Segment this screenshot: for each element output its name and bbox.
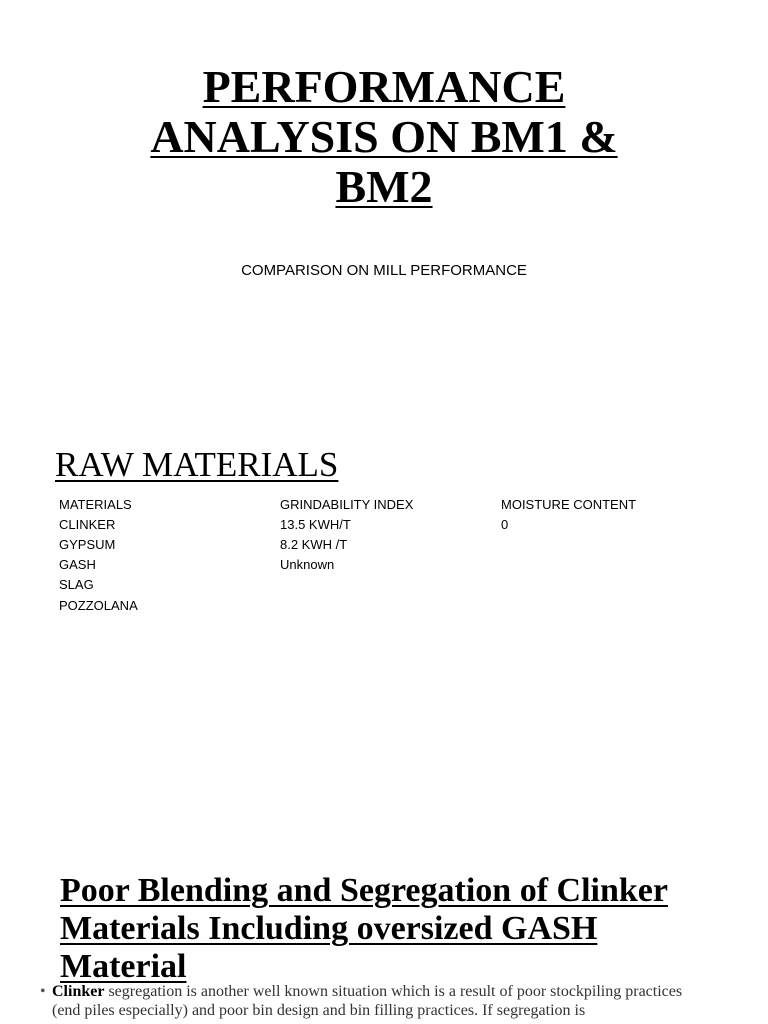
slide-title — [0, 0, 768, 430]
column-header: MOISTURE CONTENT — [501, 496, 637, 512]
column-header: GRINDABILITY INDEX — [280, 496, 414, 512]
presentation-title — [0, 62, 768, 212]
table-row — [56, 514, 704, 534]
heading-line: Materials Including oversized GASH — [60, 910, 598, 947]
table-row — [56, 555, 704, 575]
title-line: BM2 — [335, 161, 433, 212]
poor-blending-heading — [60, 872, 740, 986]
table-cell: CLINKER — [59, 516, 116, 532]
title-line: PERFORMANCE — [202, 61, 566, 112]
raw-materials-table — [56, 494, 704, 615]
bullet-body: segregation is another well known situation which is a result of poor stockpiling practices (end piles especially) and poor bin design and bin filling practices. If segregation is — [52, 983, 683, 1019]
table-cell — [498, 534, 704, 554]
table-cell: GASH — [59, 557, 96, 573]
table-header-row — [56, 494, 704, 514]
table-cell: Unknown — [280, 557, 335, 573]
title-line: ANALYSIS ON BM1 & — [150, 111, 618, 162]
bullet-lead: Clinker — [52, 983, 105, 1000]
table-cell — [277, 595, 498, 615]
presentation-subtitle: COMPARISON ON MILL PERFORMANCE — [241, 262, 527, 279]
table-row — [56, 534, 704, 554]
table-cell: POZZOLANA — [59, 597, 138, 613]
table-cell: 8.2 KWH /T — [280, 536, 348, 552]
table-cell — [498, 575, 704, 595]
table-row — [56, 575, 704, 595]
table-cell: 0 — [501, 516, 509, 532]
table-cell: GYPSUM — [59, 536, 116, 552]
table-row — [56, 595, 704, 615]
heading-line: Material — [60, 948, 187, 985]
table-cell — [498, 555, 704, 575]
table-cell: 13.5 KWH/T — [280, 516, 351, 532]
bullet-text — [40, 982, 704, 1020]
raw-materials-heading: RAW MATERIALS — [55, 445, 339, 484]
table-cell: SLAG — [59, 577, 94, 593]
heading-line: Poor Blending and Segregation of Clinker — [60, 872, 668, 909]
table-cell — [277, 575, 498, 595]
bullet-dot-icon: • — [40, 983, 46, 1000]
bullet-item — [40, 982, 704, 1020]
column-header: MATERIALS — [59, 496, 132, 512]
table-cell — [498, 595, 704, 615]
